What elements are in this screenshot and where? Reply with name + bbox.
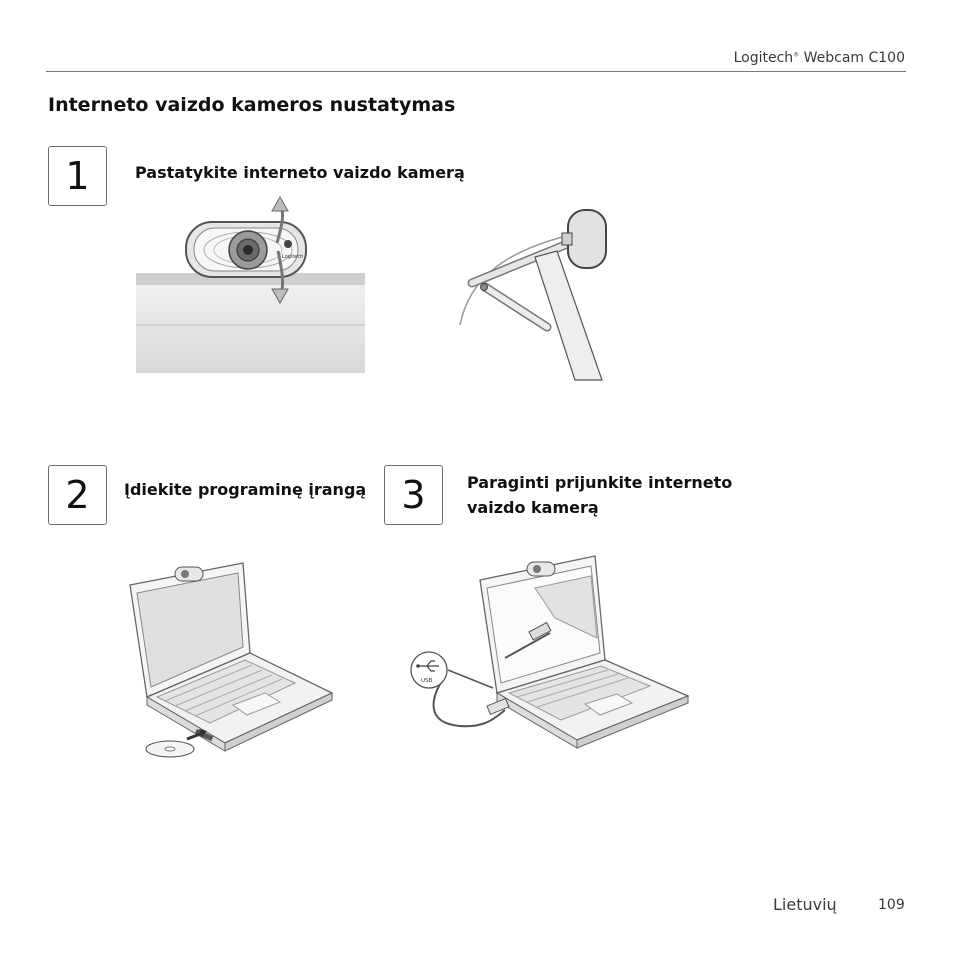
laptop-cd-install-illustration xyxy=(125,555,340,765)
footer-page-number: 109 xyxy=(878,897,905,913)
clip-foot xyxy=(485,287,547,327)
trademark-symbol: ® xyxy=(793,51,800,59)
brand-name: Logitech xyxy=(733,50,794,66)
header-product-name xyxy=(734,50,905,66)
page-title: Interneto vaizdo kameros nustatymas xyxy=(48,94,456,116)
header-divider xyxy=(46,71,906,72)
step-3-title xyxy=(467,470,732,520)
product-model: Webcam C100 xyxy=(803,50,905,66)
step-2-number-box xyxy=(48,465,107,525)
usb-cable xyxy=(434,676,505,726)
step-2-number: 2 xyxy=(65,473,90,517)
webcam-logo-text: Logitech xyxy=(282,254,304,260)
laptop-usb-connect-illustration xyxy=(405,548,695,753)
step-3-title-line-1: Paraginti prijunkite interneto xyxy=(467,473,733,492)
step-3-number-box xyxy=(384,465,443,525)
webcam-clip-side-illustration xyxy=(450,205,620,385)
webcam-head xyxy=(568,210,606,268)
step-3-number: 3 xyxy=(401,473,426,517)
step-1-number: 1 xyxy=(65,154,90,198)
logitech-logo-icon xyxy=(284,240,292,248)
usb-label: USB xyxy=(421,678,433,684)
arrow-up-icon xyxy=(272,197,288,211)
webcam-on-monitor-illustration xyxy=(130,195,370,380)
webcam-lens xyxy=(243,245,253,255)
step-1-number-box xyxy=(48,146,107,206)
step-3-title-line-2: vaizdo kamerą xyxy=(467,498,599,517)
monitor-side-edge xyxy=(535,251,602,380)
footer-language: Lietuvių xyxy=(773,895,837,914)
step-1-title: Pastatykite interneto vaizdo kamerą xyxy=(135,163,465,182)
step-2-title: Įdiekite programinę įrangą xyxy=(124,480,367,499)
